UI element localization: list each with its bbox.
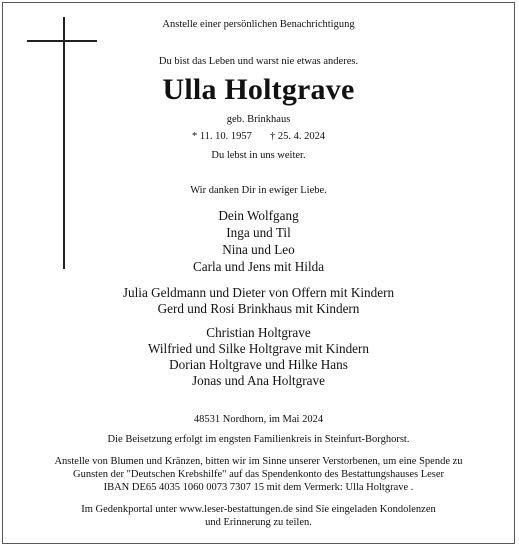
relatives-line: Jonas und Ana Holtgrave	[192, 373, 325, 388]
relatives-line: Gerd und Rosi Brinkhaus mit Kindern	[157, 301, 360, 316]
life-dates	[3, 131, 514, 142]
birth-date: * 11. 10. 1957	[191, 131, 252, 142]
family-line: Nina und Leo	[222, 242, 295, 257]
maiden-name: geb. Brinkhaus	[226, 114, 291, 125]
donation-line: Gunsten der "Deutschen Krebshilfe" auf das Spendenkonto des Bestattungshauses Leser	[72, 469, 445, 480]
obituary-notice	[2, 2, 515, 544]
intro-line: Anstelle einer persönlichen Benachrichtigung	[162, 19, 355, 30]
death-date: † 25. 4. 2024	[269, 131, 326, 142]
thanks-line: Wir danken Dir in ewiger Liebe.	[190, 185, 327, 196]
relatives-line: Wilfried und Silke Holtgrave mit Kindern	[147, 341, 370, 356]
relatives-line: Dorian Holtgrave und Hilke Hans	[169, 357, 348, 372]
place-date: 48531 Nordhorn, im Mai 2024	[193, 414, 324, 425]
donation-line: IBAN DE65 4035 1060 0073 7307 15 mit dem Vermerk: Ulla Holtgrave .	[103, 482, 414, 493]
live-on-line: Du lebst in uns weiter.	[211, 150, 306, 161]
burial-info: Die Beisetzung erfolgt im engsten Familienkreis in Steinfurt-Borghorst.	[107, 434, 410, 445]
family-line: Inga und Til	[226, 225, 291, 240]
cross-icon-bar	[27, 40, 97, 42]
quote-line: Du bist das Leben und warst nie etwas anderes.	[158, 56, 359, 67]
family-line: Dein Wolfgang	[218, 208, 299, 223]
family-line: Carla und Jens mit Hilda	[192, 259, 325, 274]
deceased-name: Ulla Holtgrave	[162, 73, 355, 106]
portal-line: und Erinnerung zu teilen.	[205, 517, 312, 528]
portal-line: Im Gedenkportal unter www.leser-bestattungen.de sind Sie eingeladen Kondolenzen	[81, 504, 436, 515]
donation-line: Anstelle von Blumen und Kränzen, bitten wir im Sinne unserer Verstorbenen, um eine Spende zu	[54, 456, 463, 467]
relatives-line: Julia Geldmann und Dieter von Offern mit Kindern	[122, 285, 395, 300]
relatives-line: Christian Holtgrave	[206, 325, 311, 340]
